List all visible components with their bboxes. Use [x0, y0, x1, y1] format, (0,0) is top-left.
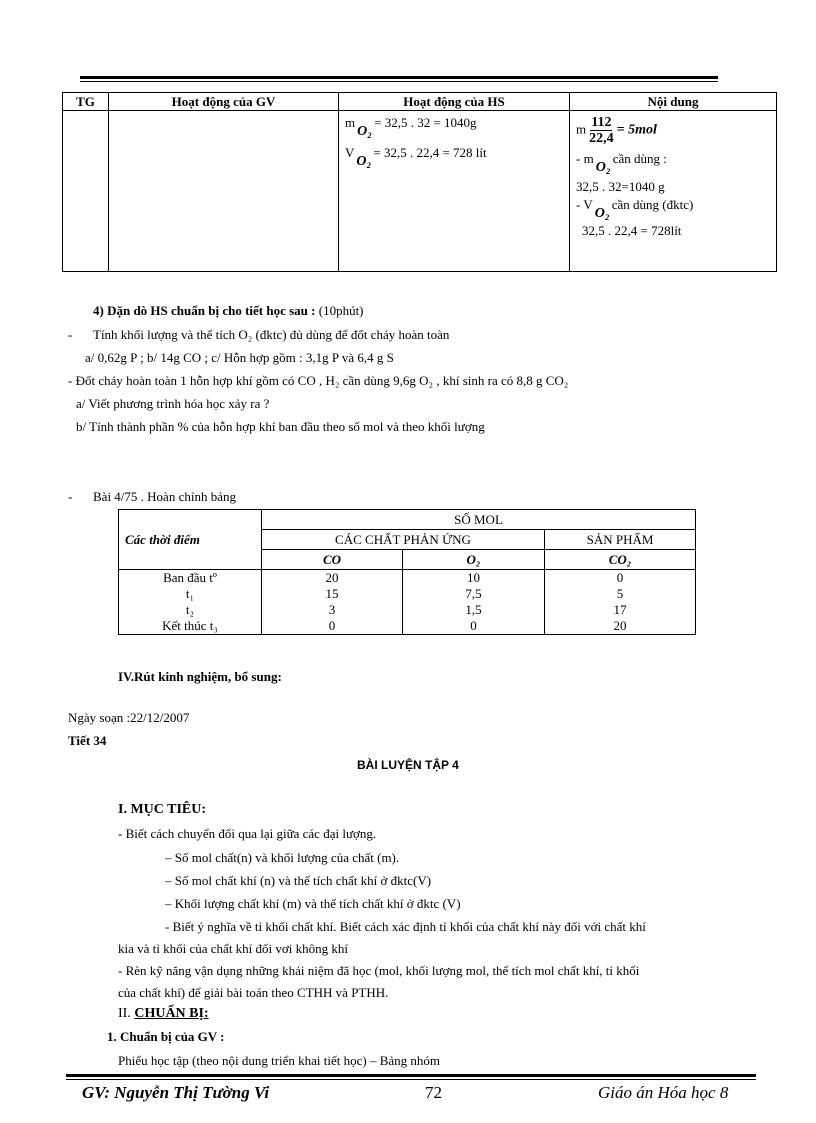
table-row: Ban đầu tº 20 10 0 [119, 570, 696, 587]
content-mass-result: 32,5 . 32=1040 g [576, 179, 665, 194]
mol-table-top-header: SỐ MOL [262, 510, 696, 530]
content-mole-fraction: m $\frac{112}{22,4}$ = 5mol [576, 115, 657, 146]
lesson-title: BÀI LUYỆN TẬP 4 [357, 758, 459, 772]
homework-item-1-sub: a/ 0,62g P ; b/ 14g CO ; c/ Hỗn hợp gồm : 3,1g P và 6,4 g S [85, 350, 394, 365]
footer-rule-thick [66, 1074, 756, 1077]
objective-2-line1: - Biết ý nghĩa về tỉ khối chất khí. Biết cách xác định tỉ khối của chất khí này đối với chất khí [165, 919, 646, 934]
mol-table [118, 509, 696, 635]
mol-table-products-header: SẢN PHẨM [545, 530, 696, 550]
gv-cell [109, 111, 339, 272]
objective-1b: – Số mol chất khí (n) và thể tích chất khí ở đktc(V) [165, 873, 432, 888]
col-header-content: Nội dung [570, 93, 777, 111]
homework-item-2a: a/ Viết phương trình hóa học xảy ra ? [76, 396, 270, 411]
objective-1a: – Số mol chất(n) và khối lượng của chất (m). [165, 850, 400, 865]
objectives-heading: I. MỤC TIÊU: [118, 802, 207, 817]
mol-table-col0-header: Các thời điểm [119, 510, 262, 570]
objective-3-line1: - Rèn kỹ năng vận dụng những khái niệm đã học (mol, khối lượng mol, thể tích mol chất khí, tỉ khối [118, 963, 640, 978]
footer-page-number: 72 [425, 1083, 442, 1102]
homework-item-2b: b/ Tính thành phần % của hỗn hợp khí ban đầu theo số mol và theo khối lượng [76, 419, 485, 434]
homework-item-2: - Đốt cháy hoàn toàn 1 hỗn hợp khí gồm có CO , H₂ cần dùng 9,6g O₂ , khí sinh ra có 8,8 g CO₂ [68, 373, 569, 388]
col-header-tg: TG [63, 93, 109, 111]
footer-book-title: Giáo án Hóa học 8 [598, 1083, 729, 1102]
col-header-gv: Hoạt động của GV [109, 93, 339, 111]
tg-cell [63, 111, 109, 272]
lesson-period: Tiết 34 [68, 733, 107, 748]
species-co2: CO₂ [545, 550, 696, 570]
table-row: t₂ 3 1,5 17 [119, 602, 696, 618]
content-mass-needed: - mO₂cần dùng : [576, 151, 667, 175]
header-rule-thin [80, 81, 718, 82]
col-header-hs: Hoạt động của HS [339, 93, 570, 111]
footer-author: GV: Nguyễn Thị Tường Vi [82, 1083, 270, 1102]
table-row: Kết thúc t₃ 0 0 20 [119, 618, 696, 635]
hs-cell [339, 111, 570, 272]
header-rule-thick [80, 76, 718, 79]
section-iv-heading: IV.Rút kinh nghiệm, bổ sung: [118, 669, 282, 684]
objective-1: - Biết cách chuyển đổi qua lại giữa các đại lượng. [118, 826, 377, 841]
hs-line-mass: mO₂= 32,5 . 32 = 1040g [345, 115, 477, 139]
content-volume-needed: - VO₂cần dùng (đktc) [576, 197, 694, 221]
species-o2: O₂ [403, 550, 545, 570]
species-co: CO [262, 550, 403, 570]
mol-table-reactants-header: CÁC CHẤT PHẢN ỨNG [262, 530, 545, 550]
table-row: t₁ 15 7,5 5 [119, 586, 696, 602]
content-cell [570, 111, 777, 272]
prep-gv: 1. Chuẩn bị của GV : [107, 1029, 225, 1044]
objective-1c: – Khối lượng chất khí (m) và thể tích chất khí ở đktc (V) [165, 896, 461, 911]
hs-line-volume: VO₂= 32,5 . 22,4 = 728 lít [345, 145, 487, 169]
homework-item-3: - Bài 4/75 . Hoàn chỉnh bảng [68, 489, 236, 504]
activity-table [62, 92, 777, 272]
lesson-date: Ngày soạn :22/12/2007 [68, 710, 190, 725]
objective-3-line2: của chất khí) để giải bài toán theo CTHH và PTHH. [118, 985, 389, 1000]
fraction: $\frac{112}{22,4}$ [589, 115, 614, 146]
footer-rule-thin [66, 1079, 756, 1080]
prep-gv-detail: Phiếu học tập (theo nội dung triển khai tiết học) – Bảng nhóm [118, 1053, 441, 1068]
content-volume-result: 32,5 . 22,4 = 728lít [582, 223, 682, 238]
homework-heading: 4) Dặn dò HS chuẩn bị cho tiết học sau : (10phút) [93, 303, 364, 318]
homework-item-1: - Tính khối lượng và thể tích O₂ (đktc) đủ dùng để đốt cháy hoàn toàn [68, 327, 450, 342]
prep-heading: II. CHUẨN BỊ: [118, 1006, 209, 1021]
objective-2-line2: kia và tỉ khối của chất khí đối vơi không khí [118, 941, 349, 956]
